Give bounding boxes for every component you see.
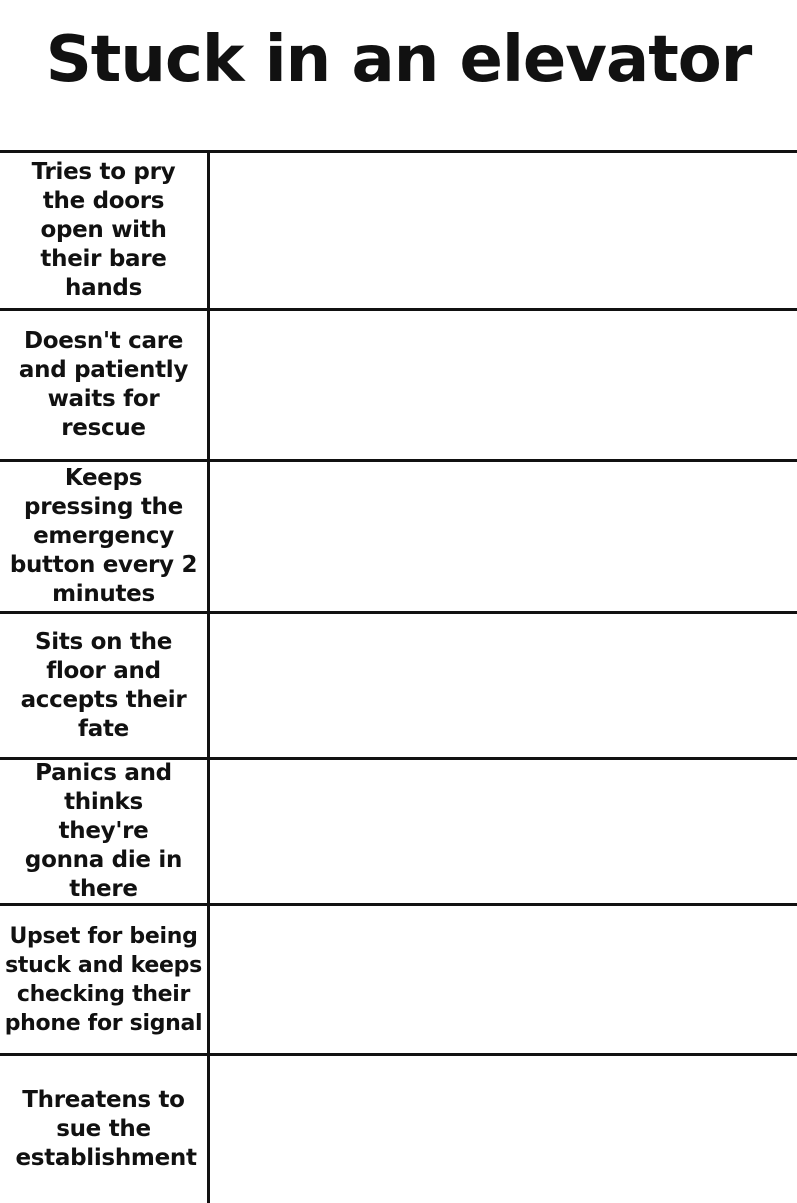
blank-cell: [210, 462, 797, 611]
blank-cell: [210, 760, 797, 903]
row-label: Threatens to sue the establishment: [15, 1087, 197, 1171]
chart-row: [0, 311, 797, 462]
row-label-cell: [0, 311, 210, 459]
row-label: Panics and thinks they're gonna die in there: [24, 760, 183, 902]
blank-cell: [210, 614, 797, 757]
blank-cell: [210, 1056, 797, 1203]
chart-row: [0, 906, 797, 1056]
blank-cell: [210, 311, 797, 459]
chart-row: [0, 1056, 797, 1203]
blank-cell: [210, 906, 797, 1053]
page-title: Stuck in an elevator: [45, 23, 752, 97]
row-label-cell: [0, 760, 210, 903]
row-label: Keeps pressing the emergency button every 2 minutes: [9, 465, 198, 607]
blank-cell: [210, 153, 797, 308]
chart-row: [0, 614, 797, 760]
row-label-cell: [0, 462, 210, 611]
row-label: Tries to pry the doors open with their bare hands: [31, 159, 176, 301]
alignment-chart-table: [0, 150, 797, 1200]
chart-row: [0, 153, 797, 311]
row-label-cell: [0, 1056, 210, 1203]
row-label-cell: [0, 906, 210, 1053]
chart-row: [0, 462, 797, 614]
chart-row: [0, 760, 797, 906]
row-label: Sits on the floor and accepts their fate: [20, 628, 187, 742]
row-label: Doesn't care and patiently waits for rescue: [18, 328, 189, 441]
row-label-cell: [0, 614, 210, 757]
row-label: Upset for being stuck and keeps checking their phone for signal: [4, 923, 203, 1036]
row-label-cell: [0, 153, 210, 308]
